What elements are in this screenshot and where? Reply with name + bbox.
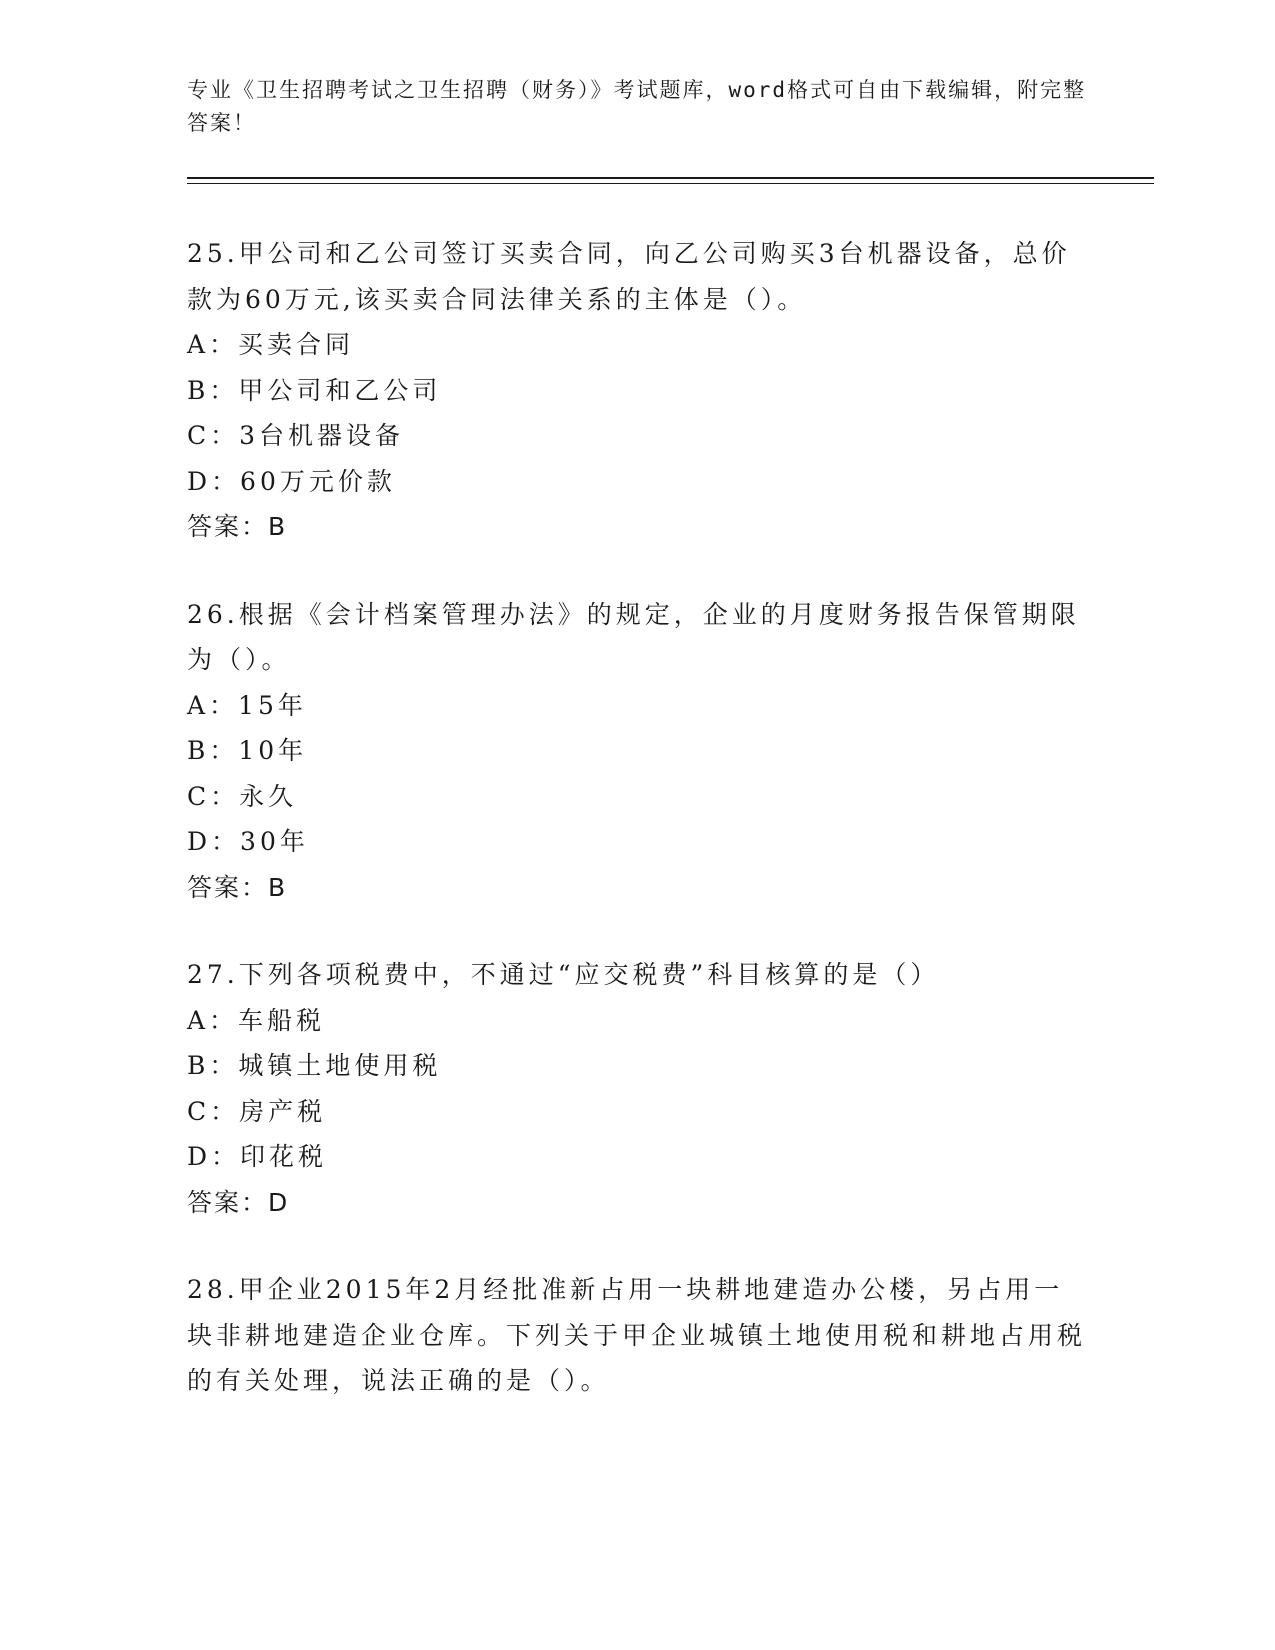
option-c: C：3台机器设备 <box>187 421 405 450</box>
option-c: C：房产税 <box>187 1096 327 1126</box>
question-stem: 26.根据《会计档案管理办法》的规定，企业的月度财务报告保管期限为（）。 <box>187 599 1080 674</box>
document-header: 专业《卫生招聘考试之卫生招聘（财务）》考试题库，word格式可自由下载编辑，附完整答案！ <box>187 78 1087 135</box>
question-26 <box>187 592 1087 911</box>
question-28 <box>187 1267 1087 1404</box>
header-rule-thin <box>187 183 1154 184</box>
option-b: B：城镇土地使用税 <box>187 1051 442 1080</box>
question-stem: 25.甲公司和乙公司签订买卖合同，向乙公司购买3台机器设备，总价款为60万元,该买卖合同法律关系的主体是（）。 <box>187 239 1071 314</box>
question-27 <box>187 952 1087 1225</box>
option-d: D：30年 <box>187 827 309 856</box>
option-d: D：60万元价款 <box>187 466 396 496</box>
question-stem: 27.下列各项税费中，不通过“应交税费”科目核算的是（） <box>187 960 940 989</box>
question-stem: 28.甲企业2015年2月经批准新占用一块耕地建造办公楼，另占用一块非耕地建造企业仓库。下列关于甲企业城镇土地使用税和耕地占用税的有关处理，说法正确的是（）。 <box>187 1275 1087 1395</box>
question-25 <box>187 231 1087 550</box>
option-d: D：印花税 <box>187 1142 328 1171</box>
option-a: A：买卖合同 <box>187 330 355 359</box>
option-b: B：10年 <box>187 736 308 765</box>
option-a: A：车船税 <box>187 1005 326 1035</box>
question-list <box>187 231 1087 1446</box>
option-c: C：永久 <box>187 781 298 811</box>
option-b: B：甲公司和乙公司 <box>187 375 442 405</box>
answer-line: 答案：D <box>187 1187 290 1217</box>
answer-line: 答案：B <box>187 872 288 902</box>
option-a: A：15年 <box>187 690 307 720</box>
answer-line: 答案：B <box>187 512 288 541</box>
header-rule-thick <box>187 177 1154 179</box>
